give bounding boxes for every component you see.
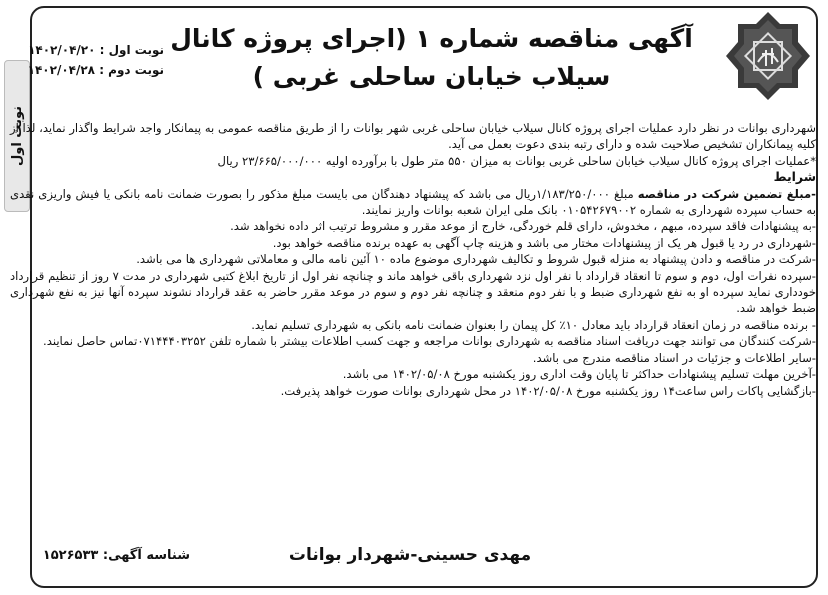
publication-dates	[14, 40, 164, 80]
condition-item-3: -شرکت در مناقصه و دادن پیشنهاد به منزله قبول شروط و تکالیف شهرداری موضوع ماده ۱۰ آئین نامه مالی و معاملاتی شهرداری ها می باشد.	[136, 252, 816, 267]
ad-body	[10, 120, 816, 399]
title-line-2: سیلاب خیابان ساحلی غربی )	[252, 62, 611, 91]
ad-title	[150, 20, 713, 96]
municipality-logo-icon	[722, 10, 814, 102]
condition-item-9: -بازگشایی پاکات راس ساعت۱۴ روز یکشنبه مورخ ۱۴۰۲/۰۵/۰۸ در محل شهرداری بوانات صورت خواهد پذیرفت.	[280, 383, 816, 398]
guarantee-item	[10, 186, 816, 219]
date-second	[14, 60, 164, 80]
guarantee-label: -مبلغ تضمین شرکت در مناقصه	[637, 186, 816, 201]
date-first	[14, 40, 164, 60]
condition-item-4: -سپرده نفرات اول، دوم و سوم تا انعقاد قرارداد با نفر اول نزد شهرداری باقی خواهد ماند و چنانچه نفر اول از تاریخ ابلاغ کتبی شهرداری در مدت ۷ روز از تنظیم قرارداد خودداری نماید سپرده او به نفع شهرداری ضبط و با نفر دوم منعقد و چنانچه نفر دوم و سوم در موعد مقرر حاضر به عقد قرارداد نشوند سپرده آنها نیز به نفع شهرداری ضبط خواهد شد.	[10, 268, 816, 316]
condition-item-8: -آخرین مهلت تسلیم پیشنهادات حداکثر تا پایان وقت اداری روز یکشنبه مورخ ۱۴۰۲/۰۵/۰۸ می باشد.	[342, 367, 816, 382]
title-line-1: آگهی مناقصه شماره ۱ (اجرای پروژه کانال	[170, 24, 693, 53]
condition-item-1: -به پیشنهادات فاقد سپرده، مبهم ، مخدوش، دارای قلم خوردگی، خارج از موعد مقرر و مشروط ترتیب اثر داده نخواهد شد.	[230, 219, 816, 234]
date-second-value: ۱۴۰۲/۰۴/۲۸	[27, 63, 95, 77]
side-tab-label: نوبت اول	[9, 105, 25, 167]
condition-item-6: -شرکت کنندگان می توانند جهت دریافت اسناد مناقصه به شهرداری بوانات مراجعه و جهت کسب اطلاعات بیشتر با شماره تلفن ۰۷۱۴۴۴۰۳۲۵۲تماس حاصل نمایند.	[43, 334, 816, 349]
date-first-label: نوبت اول :	[99, 43, 164, 57]
guarantee-text: مبلغ ۱/۱۸۳/۲۵۰/۰۰۰ریال می باشد که پیشنهاد دهندگان می بایست مبلغ مذکور را بصورت ضمانت نامه بانکی یا فیش واریزی نقدی به حساب سپرده شهرداری به شماره ۰۱۰۵۴۲۶۷۹۰۰۲ بانک ملی ایران شعبه بوانات واریز نمایند.	[10, 186, 816, 218]
project-line: *عملیات اجرای پروژه کانال سیلاب خیابان ساحلی غربی بوانات به میزان ۵۵۰ متر طول با برآورده اولیه ۲۳/۶۶۵/۰۰۰/۰۰۰ ریال	[217, 153, 816, 168]
condition-item-7: -سایر اطلاعات و جزئیات در اسناد مناقصه مندرج می باشد.	[532, 350, 816, 365]
conditions-heading: شرایط	[773, 169, 816, 185]
date-second-label: نوبت دوم :	[99, 63, 164, 77]
date-first-value: ۱۴۰۲/۰۴/۲۰	[28, 43, 96, 57]
signature: مهدی حسینی-شهردار بوانات	[288, 545, 532, 565]
ad-id	[10, 548, 190, 563]
intro-paragraph: شهرداری بوانات در نظر دارد عملیات اجرای پروژه کانال سیلاب خیابان ساحلی غربی شهر بوانات را از طریق مناقصه عمومی به پیمانکار واجد شرایط واگذار نماید، لذا از کلیه پیمانکاران تشخیص صلاحیت شده و دارای رتبه بندی دعوت بعمل می آید.	[10, 121, 816, 152]
ad-id-label: شناسه آگهی:	[102, 548, 190, 563]
condition-item-2: -شهرداری در رد یا قبول هر یک از پیشنهادات مختار می باشد و هزینه چاپ آگهی به عهده برنده مناقصه خواهد بود.	[272, 235, 816, 250]
condition-item-5: - برنده مناقصه در زمان انعقاد قرارداد باید معادل ۱۰٪ کل پیمان را بعنوان ضمانت نامه بانکی به شهرداری تسلیم نماید.	[251, 317, 816, 332]
ad-id-value: ۱۵۲۶۵۳۳	[42, 548, 99, 563]
